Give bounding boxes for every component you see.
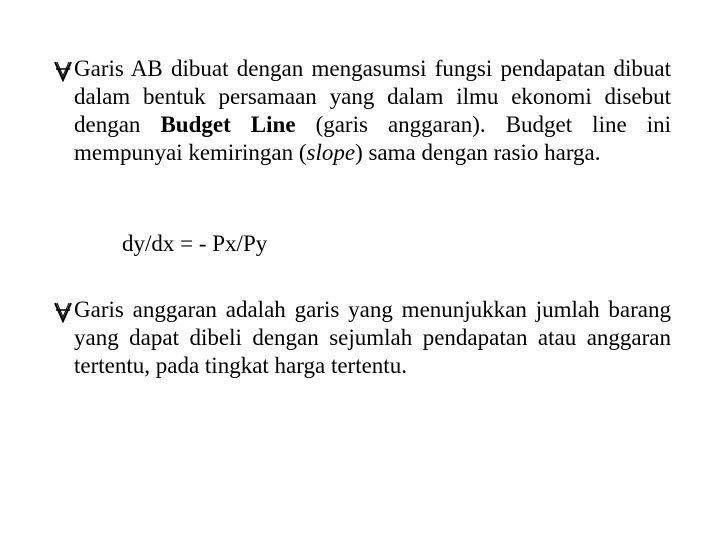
- text-part: Garis AB dibuat dengan mengasumsi fungsi pendapatan dibuat dalam bentuk persamaan yang dalam ilmu ekonomi disebut dengan: [74, 56, 671, 137]
- formula: dy/dx = - Px/Py: [122, 231, 268, 256]
- bullet-item-budget-line: [54, 55, 671, 167]
- text-part: ) sama dengan rasio harga.: [355, 140, 601, 165]
- v-check-icon: [54, 58, 72, 82]
- bold-term: Budget Line: [160, 112, 296, 137]
- bullet-text: Garis anggaran adalah garis yang menunjukkan jumlah barang yang dapat dibeli dengan sejumlah pendapatan atau anggaran tertentu, pada tingkat harga tertentu.: [74, 297, 671, 378]
- v-check-icon: [54, 299, 72, 323]
- bullet-text: [74, 55, 671, 167]
- italic-term: slope: [306, 140, 356, 165]
- text-part: (garis anggaran). Budget line ini mempunyai kemiringan (: [74, 112, 671, 165]
- bullet-item-definition: [54, 296, 671, 380]
